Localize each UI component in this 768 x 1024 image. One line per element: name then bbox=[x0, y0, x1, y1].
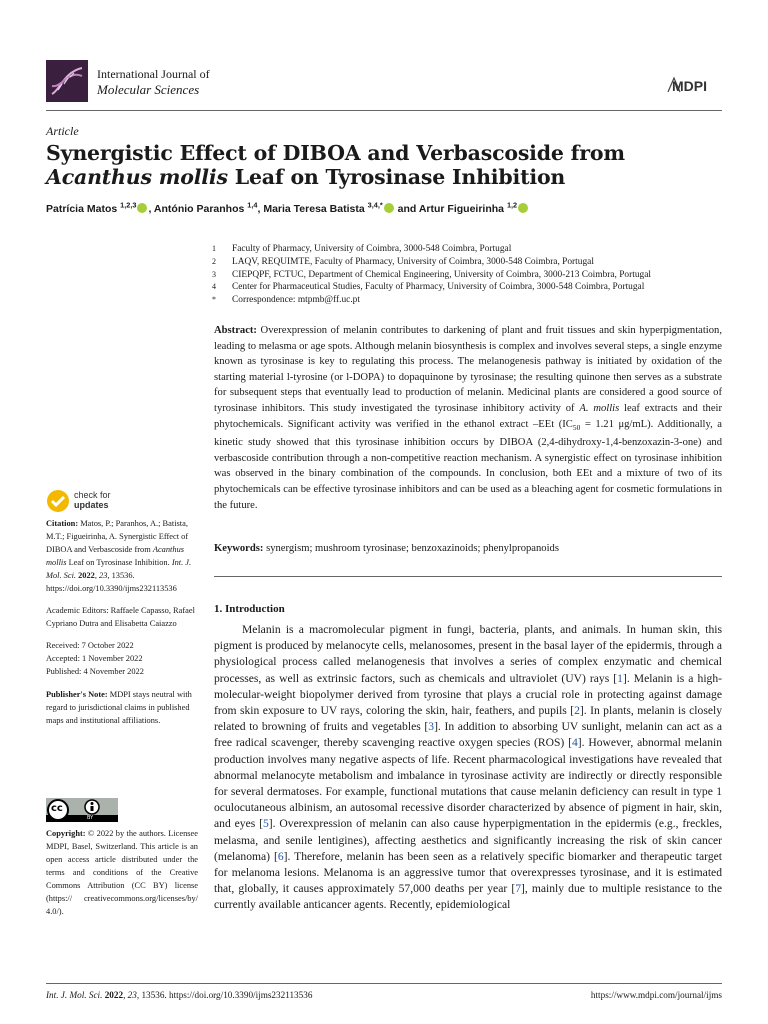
citation-text: , bbox=[94, 571, 100, 580]
check-updates-icon bbox=[46, 489, 70, 513]
abstract-label: Abstract: bbox=[214, 325, 257, 336]
cc-by-badge[interactable] bbox=[46, 798, 118, 822]
author-name[interactable]: Maria Teresa Batista bbox=[263, 203, 365, 215]
intro-text: Melanin is a macromolecular pigment in fungi, bacteria, plants, and animals. In human skin, this pigment is produced by melanocyte cells, melanosomes, present in the basal layer of the epidermis, through a physiological process called melanogenesis that involves a series of complex enzymatic and chemical processes, as well as extrinsic factors, such as chemicals and ultraviolet (UV) rays [ bbox=[214, 623, 722, 685]
dna-helix-icon bbox=[46, 60, 88, 102]
citation-link[interactable]: 7 bbox=[515, 882, 521, 896]
section-heading: 1. Introduction bbox=[214, 603, 285, 615]
citation-block bbox=[46, 517, 198, 595]
citation-link[interactable]: 3 bbox=[428, 720, 435, 734]
section-divider bbox=[214, 576, 722, 577]
mdpi-logo-text: MDPI bbox=[672, 78, 707, 94]
intro-paragraph bbox=[214, 622, 722, 914]
affiliation-number: 3 bbox=[212, 269, 216, 279]
author-name[interactable]: Artur Figueirinha bbox=[418, 203, 505, 215]
affiliation-item bbox=[206, 281, 726, 294]
published-date: Published: 4 November 2022 bbox=[46, 667, 144, 676]
author-affil-sup: 3,4,* bbox=[367, 200, 383, 210]
correspondence-item bbox=[206, 294, 726, 307]
citation-link[interactable]: 5 bbox=[262, 817, 269, 831]
author-affil-sup: 1,2,3 bbox=[120, 200, 137, 210]
abstract-subscript: 50 bbox=[572, 422, 581, 432]
header-divider bbox=[46, 110, 722, 111]
abstract-species: A. mollis bbox=[579, 402, 620, 414]
citation-text: Leaf on Tyrosinase Inhibition. bbox=[66, 558, 172, 567]
by-label: BY bbox=[87, 815, 94, 821]
journal-name-line2: Molecular Sciences bbox=[97, 82, 200, 97]
orcid-icon[interactable] bbox=[384, 203, 394, 213]
journal-name-line1: International Journal of bbox=[97, 67, 210, 81]
intro-text: ]. Melanin is a high-molecular-weight biopolymer derived from tyrosine that plays a crucial role in protecting against damage from skin exposure to UV rays, coloring the skin, hair, feathers, and pupils [ bbox=[214, 671, 722, 718]
intro-text: ], mainly due to multiple resistance to the currently available anticancer agents. Recently, epidemiological bbox=[214, 882, 722, 912]
author-list bbox=[46, 200, 529, 215]
title-part-a: Synergistic Effect of DIBOA and Verbascoside from bbox=[46, 141, 625, 165]
affiliation-text: Faculty of Pharmacy, University of Coimbra, 3000-548 Coimbra, Portugal bbox=[232, 244, 512, 254]
check-updates-line2: updates bbox=[74, 500, 109, 510]
affiliation-number: 1 bbox=[212, 244, 216, 253]
footer-divider bbox=[46, 983, 722, 984]
citation-label: Citation: bbox=[46, 519, 79, 528]
accepted-date: Accepted: 1 November 2022 bbox=[46, 654, 143, 663]
correspondence-text[interactable]: Correspondence: mtpmb@ff.uc.pt bbox=[232, 295, 360, 306]
received-date: Received: 7 October 2022 bbox=[46, 641, 134, 650]
check-for-updates-badge[interactable] bbox=[46, 489, 166, 513]
author-separator: and bbox=[394, 203, 419, 215]
author-affil-sup: 1,2 bbox=[506, 200, 518, 210]
publisher-note-label: Publisher's Note: bbox=[46, 690, 108, 699]
author-affil-sup: 1,4 bbox=[247, 200, 258, 210]
abstract-text: = 1.21 μg/mL). Additionally, a kinetic study showed that this tyrosinase inhibition occurs by DIBOA (2,4-dihydroxy-1,4-benzoxazin-3-one) and verbascoside contribution through a non-competitive reaction mechanism. A synergistic effect on tyrosinase inhibition was observed in the binary combination of the compounds. In conclusion, both EEt and a mixture of two of its phytochemicals can be effective tyrosinase inhibitors and can be used as a bleaching agent for cosmetic formulations in the future. bbox=[214, 418, 722, 511]
keywords-text: synergism; mushroom tyrosinase; benzoxazinoids; phenylpropanoids bbox=[263, 543, 559, 554]
abstract bbox=[214, 323, 722, 513]
mdpi-logo[interactable] bbox=[666, 74, 720, 98]
footer-volume: 23 bbox=[127, 990, 137, 1000]
footer-doi[interactable]: , 13536. https://doi.org/10.3390/ijms232113536 bbox=[136, 990, 313, 1000]
citation-doi[interactable]: , 13536. https://doi.org/10.3390/ijms232113536 bbox=[46, 571, 177, 593]
footer-citation: Int. J. Mol. Sci. 2022, 23, 13536. https://doi.org/10.3390/ijms232113536 bbox=[46, 990, 313, 1000]
keywords bbox=[214, 543, 722, 554]
author-separator: , bbox=[148, 203, 154, 215]
citation-volume: 23 bbox=[99, 571, 108, 580]
citation-text: Matos, P.; Paranhos, A.; Batista, M.T.; Figueirinha, A. Synergistic Effect of DIBOA and Verbascoside from bbox=[46, 519, 189, 554]
intro-text: ]. Overexpression of melanin can also cause hyperpigmentation in the epidermis (e.g., freckles, melasma, and senile lentigines), affecting aesthetics and significantly increasing the risk of skin cancer (melanoma) [ bbox=[214, 817, 722, 863]
abstract-text: leaf extracts and their phytochemicals. Significant activity was verified in the ethanol extract –EEt (IC bbox=[214, 402, 723, 430]
cc-label: cc bbox=[51, 803, 63, 814]
footer-journal: Int. J. Mol. Sci. bbox=[46, 990, 103, 1000]
intro-text: ]. Therefore, melanin has been seen as a relatively specific biomarker and therapeutic target for melanoma lesions. Melanoma is an aggressive tumor that overexpresses tyrosinase, and it is estimated that, globally, it causes approximately 57,000 deaths per year [ bbox=[214, 849, 722, 896]
intro-text: ]. In plants, melanin is closely related to browning of fruits and vegetables [ bbox=[214, 704, 722, 734]
intro-text: ]. In addition to absorbing UV sunlight, melanin can act as a free radical scavenger, thereby scavenging reactive oxygen species (ROS) [ bbox=[214, 720, 722, 750]
dates-block bbox=[46, 639, 198, 678]
intro-text: ]. However, abnormal melanin production involves many negative aspects of life. Recent pharmacological investigations have revealed that abnormal melanocyte metabolism and imbalance in tyrosinase activity are indirectly or directly responsible for several dermatoses. For example, functional mutations that cause melanin deficiency can result in type 1 oculocutaneous albinism, an autosomal recessive disorder characterized by absence of pigment in hair, skin, and eyes [ bbox=[214, 736, 723, 831]
copyright-notice bbox=[46, 827, 198, 918]
affiliation-number: * bbox=[212, 295, 216, 305]
academic-editors: Academic Editors: Raffaele Capasso, Rafael Cypriano Dutra and Elisabetta Caiazzo bbox=[46, 606, 195, 628]
abstract-text: Overexpression of melanin contributes to darkening of plant and fruit tissues and skin hyperpigmentation, leading to melasma or age spots. Although melanin biosynthesis is complex and involves several steps, a single enzyme known as tyrosinase is key to regulating this process. The melanogenesis pathway is initiated by oxidation of the starting material l-tyrosine (or l-DOPA) to dopaquinone by tyrosinase; the resulting quinone then serves as a substrate for subsequent steps that eventually lead to production of melanin. Medicinal plants are considered a good source of tyrosinase inhibitors. This study investigated the tyrosinase inhibitory activity of bbox=[214, 325, 722, 414]
citation-link[interactable]: 4 bbox=[571, 736, 578, 750]
citation-link[interactable]: 1 bbox=[617, 671, 623, 685]
article-title bbox=[46, 141, 726, 189]
citation-species: Acanthus mollis bbox=[46, 545, 185, 567]
footer-journal-url[interactable]: https://www.mdpi.com/journal/ijms bbox=[590, 990, 722, 1000]
keywords-label: Keywords: bbox=[214, 543, 264, 554]
author-name[interactable]: Patrícia Matos bbox=[46, 203, 118, 215]
affiliation-text: CIEPQPF, FCTUC, Department of Chemical Engineering, University of Coimbra, 3000-213 Coimbra, Portugal bbox=[232, 269, 651, 280]
author-separator: , bbox=[257, 203, 264, 215]
citation-journal: Int. J. Mol. Sci. bbox=[46, 558, 192, 580]
publisher-note-text: MDPI stays neutral with regard to jurisdictional claims in published maps and institutional affiliations. bbox=[46, 690, 192, 725]
affiliation-text: Center for Pharmaceutical Studies, Faculty of Pharmacy, University of Coimbra, 3000-548 Coimbra, Portugal bbox=[232, 282, 645, 293]
citation-link[interactable]: 2 bbox=[574, 704, 580, 718]
copyright-text: © 2022 by the authors. Licensee MDPI, Basel, Switzerland. This article is an open access article distributed under the terms and conditions of the Creative Commons Attribution (CC BY) license (https:// creativecommons.org/licenses/by/ 4.0/). bbox=[46, 829, 198, 916]
article-type: Article bbox=[46, 124, 79, 138]
affiliation-text: LAQV, REQUIMTE, Faculty of Pharmacy, University of Coimbra, 3000-548 Coimbra, Portugal bbox=[232, 256, 594, 267]
affiliation-item bbox=[206, 243, 726, 256]
orcid-icon[interactable] bbox=[137, 203, 147, 213]
affiliation-number: 2 bbox=[212, 256, 216, 266]
journal-logo bbox=[46, 60, 88, 102]
affiliation-list bbox=[206, 243, 726, 307]
affiliation-number: 4 bbox=[212, 282, 216, 292]
title-part-species: Acanthus mollis bbox=[46, 165, 228, 189]
title-part-c: Leaf on Tyrosinase Inhibition bbox=[227, 165, 566, 189]
check-updates-line1: check for bbox=[74, 490, 111, 500]
affiliation-item bbox=[206, 256, 726, 269]
orcid-icon[interactable] bbox=[518, 203, 528, 213]
author-name[interactable]: António Paranhos bbox=[153, 203, 245, 215]
affiliation-item bbox=[206, 269, 726, 282]
copyright-label: Copyright: bbox=[46, 829, 86, 838]
citation-link[interactable]: 6 bbox=[277, 849, 284, 863]
left-sidebar bbox=[46, 517, 198, 736]
publisher-note bbox=[46, 688, 198, 727]
citation-year: 2022 bbox=[78, 571, 95, 580]
footer-year: 2022 bbox=[104, 990, 124, 1000]
